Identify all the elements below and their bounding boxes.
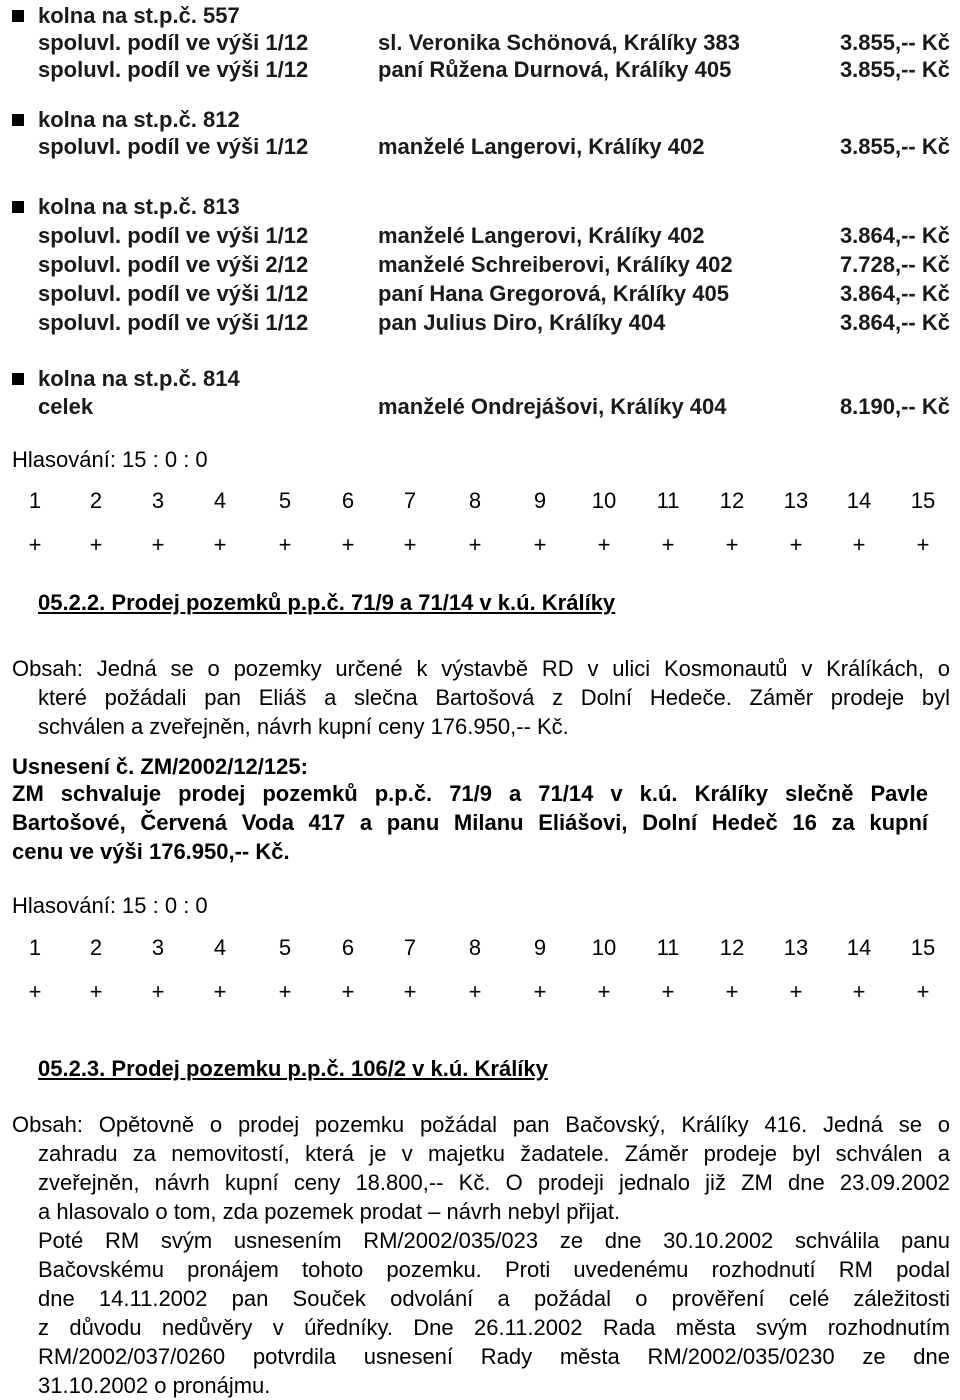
member-vote-mark: + xyxy=(916,979,930,1004)
member-number: 10 xyxy=(591,935,617,960)
share-cell: spoluvl. podíl ve výši 2/12 xyxy=(38,252,309,277)
content-paragraph xyxy=(12,654,950,741)
property-title: kolna na st.p.č. 814 xyxy=(38,366,240,391)
section-heading: 05.2.2. Prodej pozemků p.p.č. 71/9 a 71/14 v k.ú. Králíky xyxy=(38,590,616,615)
price-cell: 7.728,-- Kč xyxy=(839,252,950,277)
member-number: 8 xyxy=(468,935,482,960)
member-vote-mark: + xyxy=(597,979,611,1004)
vote-member-numbers xyxy=(0,487,960,515)
property-title: kolna na st.p.č. 557 xyxy=(38,3,240,28)
member-vote-mark: + xyxy=(341,979,355,1004)
price-cell: 8.190,-- Kč xyxy=(839,394,950,419)
share-cell: spoluvl. podíl ve výši 1/12 xyxy=(38,310,309,335)
resolution-line: Bartošové, Červená Voda 417 a panu Milanu Eliášovi, Dolní Hedeč 16 za kupní xyxy=(12,810,928,835)
member-vote-mark: + xyxy=(789,532,803,557)
member-vote-mark: + xyxy=(213,979,227,1004)
property-header xyxy=(0,193,960,221)
owner-cell: paní Hana Gregorová, Králíky 405 xyxy=(378,281,729,306)
vote-result-label: Hlasování: 15 : 0 : 0 xyxy=(12,447,208,472)
content-line: Obsah: Jedná se o pozemky určené k výstavbě RD v ulici Kosmonautů v Králíkách, o xyxy=(12,656,950,681)
owner-cell: paní Růžena Durnová, Králíky 405 xyxy=(378,57,732,82)
member-vote-mark: + xyxy=(533,979,547,1004)
member-number: 13 xyxy=(783,935,809,960)
member-vote-mark: + xyxy=(468,979,482,1004)
content-line: RM/2002/037/0260 potvrdila usnesení Rady města RM/2002/035/0230 ze dne xyxy=(38,1344,950,1369)
member-number: 11 xyxy=(656,935,680,960)
member-number: 10 xyxy=(591,488,617,513)
owner-cell: manželé Langerovi, Králíky 402 xyxy=(378,134,705,159)
member-number: 14 xyxy=(846,935,872,960)
member-vote-mark: + xyxy=(278,979,292,1004)
owner-cell: manželé Ondrejášovi, Králíky 404 xyxy=(378,394,727,419)
property-header xyxy=(0,365,960,393)
content-line: dne 14.11.2002 pan Souček odvolání a požádal o prověření celé záležitosti xyxy=(38,1286,950,1311)
member-vote-mark: + xyxy=(89,532,103,557)
content-line: Bačovskému pronájem tohoto pozemku. Proti uvedenému rozhodnutí RM podal xyxy=(38,1257,950,1282)
member-number: 13 xyxy=(783,488,809,513)
price-cell: 3.864,-- Kč xyxy=(839,281,950,306)
resolution-line: cenu ve výši 176.950,-- Kč. xyxy=(12,839,290,864)
share-cell: spoluvl. podíl ve výši 1/12 xyxy=(38,281,309,306)
price-cell: 3.864,-- Kč xyxy=(839,310,950,335)
member-number: 5 xyxy=(278,935,292,960)
member-number: 3 xyxy=(151,935,165,960)
price-cell: 3.864,-- Kč xyxy=(839,223,950,248)
member-vote-mark: + xyxy=(725,532,739,557)
resolution-text xyxy=(12,779,928,866)
member-number: 5 xyxy=(278,488,292,513)
content-line: a hlasovalo o tom, zda pozemek prodat – návrh nebyl přijat. xyxy=(38,1199,621,1224)
member-vote-mark: + xyxy=(468,532,482,557)
member-vote-mark: + xyxy=(852,979,866,1004)
share-cell: spoluvl. podíl ve výši 1/12 xyxy=(38,57,309,82)
vote-result-label: Hlasování: 15 : 0 : 0 xyxy=(12,893,208,918)
content-line: 31.10.2002 o pronájmu. xyxy=(38,1373,271,1398)
member-number: 12 xyxy=(719,935,745,960)
content-line: Obsah: Opětovně o prodej pozemku požádal pan Bačovský, Králíky 416. Jedná se o xyxy=(12,1112,950,1137)
member-number: 7 xyxy=(403,935,417,960)
member-number: 2 xyxy=(89,488,103,513)
member-vote-mark: + xyxy=(789,979,803,1004)
price-cell: 3.855,-- Kč xyxy=(839,57,950,82)
content-paragraph xyxy=(12,1110,950,1400)
member-number: 6 xyxy=(341,935,355,960)
content-line: schválen a zveřejněn, návrh kupní ceny 176.950,-- Kč. xyxy=(38,714,569,739)
share-cell: spoluvl. podíl ve výši 1/12 xyxy=(38,134,309,159)
resolution-label: Usnesení č. ZM/2002/12/125: xyxy=(12,754,308,779)
member-vote-mark: + xyxy=(916,532,930,557)
member-vote-mark: + xyxy=(213,532,227,557)
member-number: 2 xyxy=(89,935,103,960)
ownership-row xyxy=(0,222,960,250)
owner-cell: sl. Veronika Schönová, Králíky 383 xyxy=(378,30,740,55)
property-title: kolna na st.p.č. 813 xyxy=(38,194,240,219)
ownership-row xyxy=(0,393,960,421)
property-title: kolna na st.p.č. 812 xyxy=(38,107,240,132)
member-vote-mark: + xyxy=(28,532,42,557)
member-vote-mark: + xyxy=(661,979,675,1004)
member-number: 7 xyxy=(403,488,417,513)
member-number: 12 xyxy=(719,488,745,513)
resolution-line: ZM schvaluje prodej pozemků p.p.č. 71/9 a 71/14 v k.ú. Králíky slečně Pavle xyxy=(12,781,928,806)
member-vote-mark: + xyxy=(852,532,866,557)
member-number: 6 xyxy=(341,488,355,513)
owner-cell: pan Julius Diro, Králíky 404 xyxy=(378,310,666,335)
content-line: zveřejněn, návrh kupní ceny 18.800,-- Kč. O prodeji jednalo již ZM dne 23.09.2002 xyxy=(38,1170,950,1195)
share-cell: spoluvl. podíl ve výši 1/12 xyxy=(38,223,309,248)
member-vote-mark: + xyxy=(403,979,417,1004)
vote-member-marks xyxy=(0,531,960,559)
ownership-row xyxy=(0,309,960,337)
member-number: 4 xyxy=(213,488,227,513)
price-cell: 3.855,-- Kč xyxy=(839,30,950,55)
property-header xyxy=(0,106,960,134)
ownership-row xyxy=(0,280,960,308)
bullet-square-icon xyxy=(12,10,24,22)
member-vote-mark: + xyxy=(533,532,547,557)
ownership-row xyxy=(0,29,960,57)
member-vote-mark: + xyxy=(725,979,739,1004)
member-number: 9 xyxy=(533,488,547,513)
share-cell: spoluvl. podíl ve výši 1/12 xyxy=(38,30,309,55)
member-vote-mark: + xyxy=(89,979,103,1004)
bullet-square-icon xyxy=(12,201,24,213)
price-cell: 3.855,-- Kč xyxy=(839,134,950,159)
member-number: 15 xyxy=(910,488,936,513)
member-vote-mark: + xyxy=(597,532,611,557)
section-heading: 05.2.3. Prodej pozemku p.p.č. 106/2 v k.ú. Králíky xyxy=(38,1056,548,1081)
member-number: 4 xyxy=(213,935,227,960)
member-number: 8 xyxy=(468,488,482,513)
content-line: Poté RM svým usnesením RM/2002/035/023 ze dne 30.10.2002 schválila panu xyxy=(38,1228,950,1253)
vote-member-marks xyxy=(0,978,960,1006)
member-number: 14 xyxy=(846,488,872,513)
member-vote-mark: + xyxy=(151,532,165,557)
member-vote-mark: + xyxy=(278,532,292,557)
member-vote-mark: + xyxy=(661,532,675,557)
member-number: 11 xyxy=(656,488,680,513)
vote-member-numbers xyxy=(0,934,960,962)
member-number: 1 xyxy=(28,935,42,960)
content-line: zahradu za nemovitostí, která je v majetku žadatele. Záměr prodeje byl schválen a xyxy=(38,1141,950,1166)
share-cell: celek xyxy=(38,394,94,419)
member-vote-mark: + xyxy=(341,532,355,557)
member-number: 3 xyxy=(151,488,165,513)
member-number: 9 xyxy=(533,935,547,960)
content-line: které požádali pan Eliáš a slečna Bartošová z Dolní Hedeče. Záměr prodeje byl xyxy=(38,685,950,710)
ownership-row xyxy=(0,133,960,161)
member-vote-mark: + xyxy=(151,979,165,1004)
owner-cell: manželé Schreiberovi, Králíky 402 xyxy=(378,252,733,277)
property-header xyxy=(0,2,960,30)
ownership-row xyxy=(0,56,960,84)
member-number: 15 xyxy=(910,935,936,960)
member-number: 1 xyxy=(28,488,42,513)
content-line: z důvodu nedůvěry v úředníky. Dne 26.11.2002 Rada města svým rozhodnutím xyxy=(38,1315,950,1340)
member-vote-mark: + xyxy=(403,532,417,557)
member-vote-mark: + xyxy=(28,979,42,1004)
owner-cell: manželé Langerovi, Králíky 402 xyxy=(378,223,705,248)
bullet-square-icon xyxy=(12,114,24,126)
ownership-row xyxy=(0,251,960,279)
bullet-square-icon xyxy=(12,373,24,385)
